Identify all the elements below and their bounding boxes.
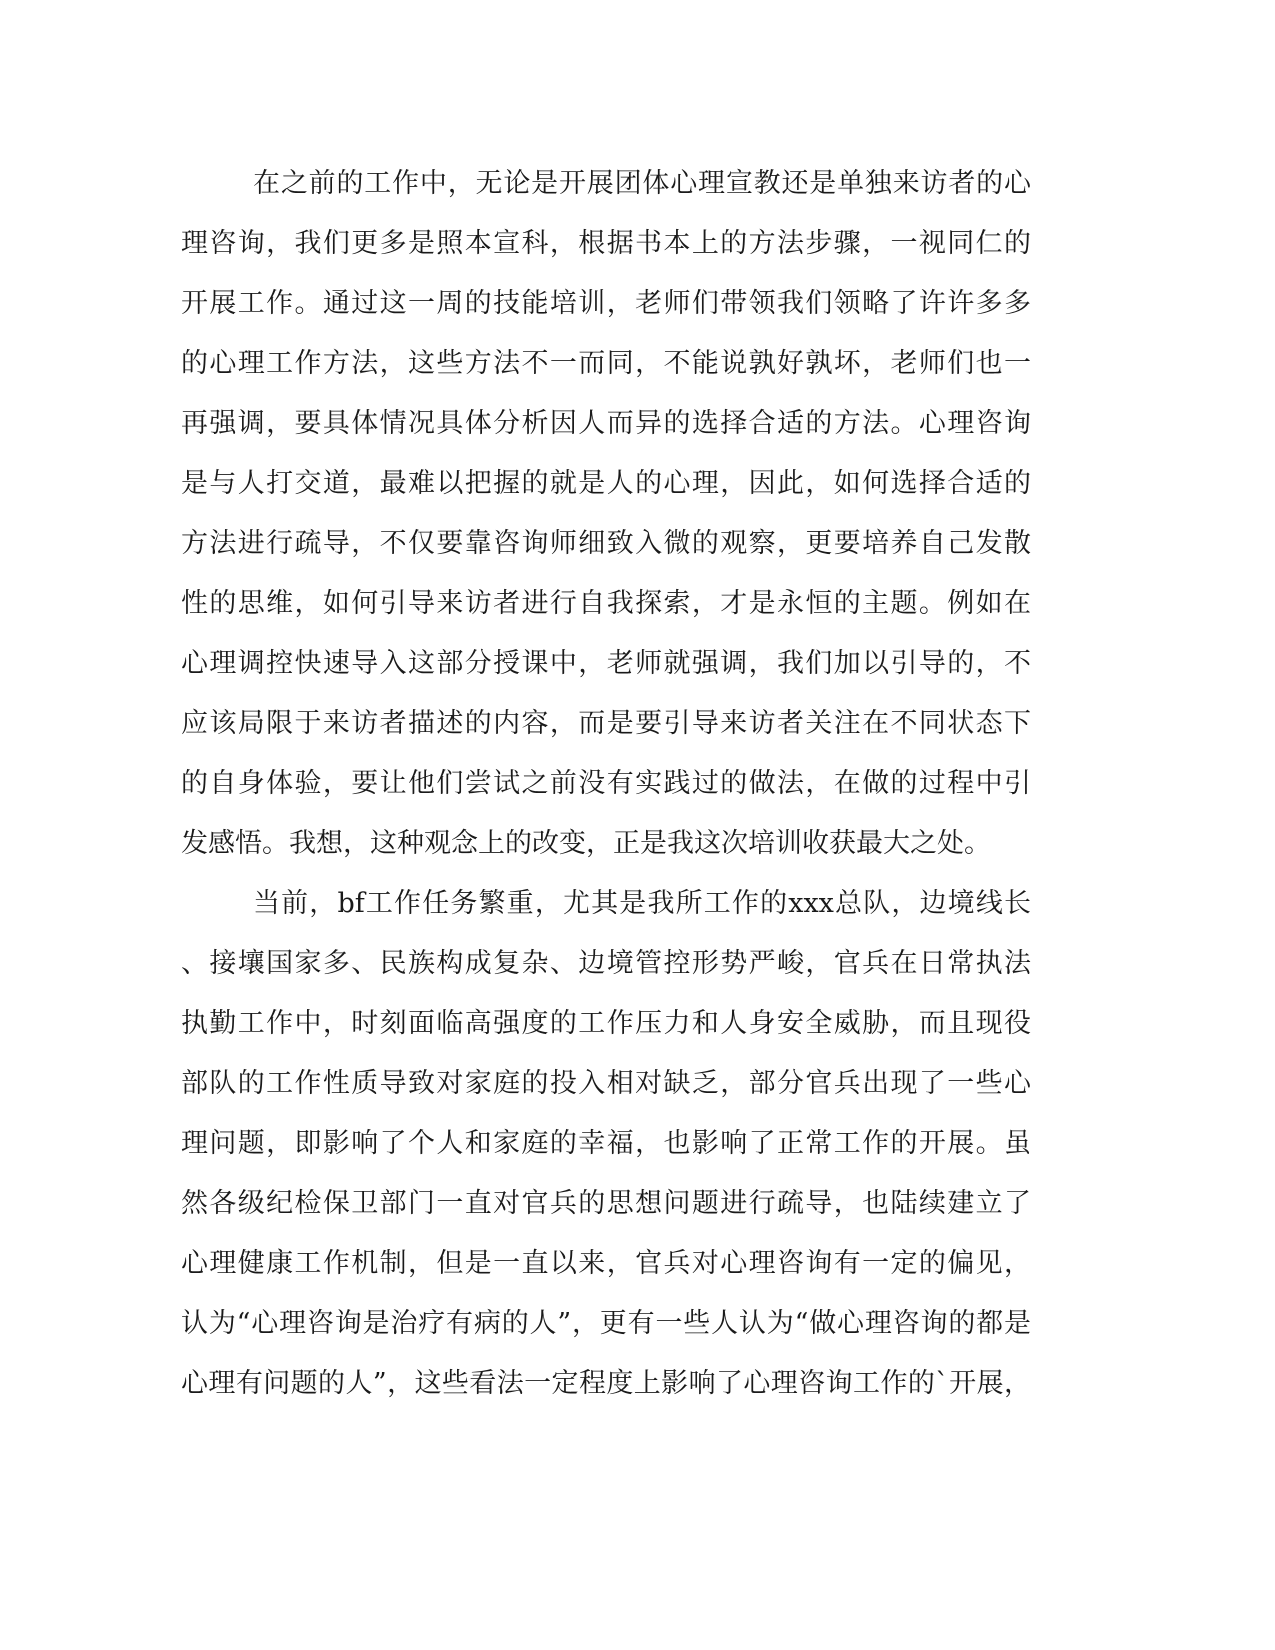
text-line: 当前，bf工作任务繁重，尤其是我所工作的xxx总队，边境线长	[253, 888, 1031, 919]
text-line: 性的思维，如何引导来访者进行自我探索，才是永恒的主题。例如在	[181, 588, 1031, 619]
text-line: 的心理工作方法，这些方法不一而同，不能说孰好孰坏，老师们也一	[181, 348, 1031, 379]
text-line: 心理健康工作机制，但是一直以来，官兵对心理咨询有一定的偏见，	[181, 1248, 1031, 1279]
text-line: 心理调控快速导入这部分授课中，老师就强调，我们加以引导的，不	[181, 648, 1031, 679]
text-line: 发感悟。我想，这种观念上的改变，正是我这次培训收获最大之处。	[181, 828, 991, 859]
text-line: 应该局限于来访者描述的内容，而是要引导来访者关注在不同状态下	[181, 708, 1031, 739]
paragraph-2	[181, 880, 1031, 1420]
text-line: 心理有问题的人”，这些看法一定程度上影响了心理咨询工作的`开展，	[181, 1368, 1031, 1399]
text-line: 在之前的工作中，无论是开展团体心理宣教还是单独来访者的心	[253, 168, 1031, 199]
paragraph-1	[181, 160, 1031, 880]
text-line: 再强调，要具体情况具体分析因人而异的选择合适的方法。心理咨询	[181, 408, 1031, 439]
text-line: 的自身体验，要让他们尝试之前没有实践过的做法，在做的过程中引	[181, 768, 1031, 799]
text-line: 理问题，即影响了个人和家庭的幸福，也影响了正常工作的开展。虽	[181, 1128, 1031, 1159]
text-line: 开展工作。通过这一周的技能培训，老师们带领我们领略了许许多多	[181, 288, 1031, 319]
text-line: 方法进行疏导，不仅要靠咨询师细致入微的观察，更要培养自己发散	[181, 528, 1031, 559]
text-line: 理咨询，我们更多是照本宣科，根据书本上的方法步骤，一视同仁的	[181, 228, 1031, 259]
text-line: 执勤工作中，时刻面临高强度的工作压力和人身安全威胁，而且现役	[181, 1008, 1031, 1039]
text-line: 是与人打交道，最难以把握的就是人的心理，因此，如何选择合适的	[181, 468, 1031, 499]
text-line: 部队的工作性质导致对家庭的投入相对缺乏，部分官兵出现了一些心	[181, 1068, 1031, 1099]
text-line: 、接壤国家多、民族构成复杂、边境管控形势严峻，官兵在日常执法	[181, 948, 1031, 979]
text-line: 然各级纪检保卫部门一直对官兵的思想问题进行疏导，也陆续建立了	[181, 1188, 1031, 1219]
body-text	[181, 160, 1031, 1420]
text-line: 认为“心理咨询是治疗有病的人”，更有一些人认为“做心理咨询的都是	[181, 1308, 1031, 1339]
